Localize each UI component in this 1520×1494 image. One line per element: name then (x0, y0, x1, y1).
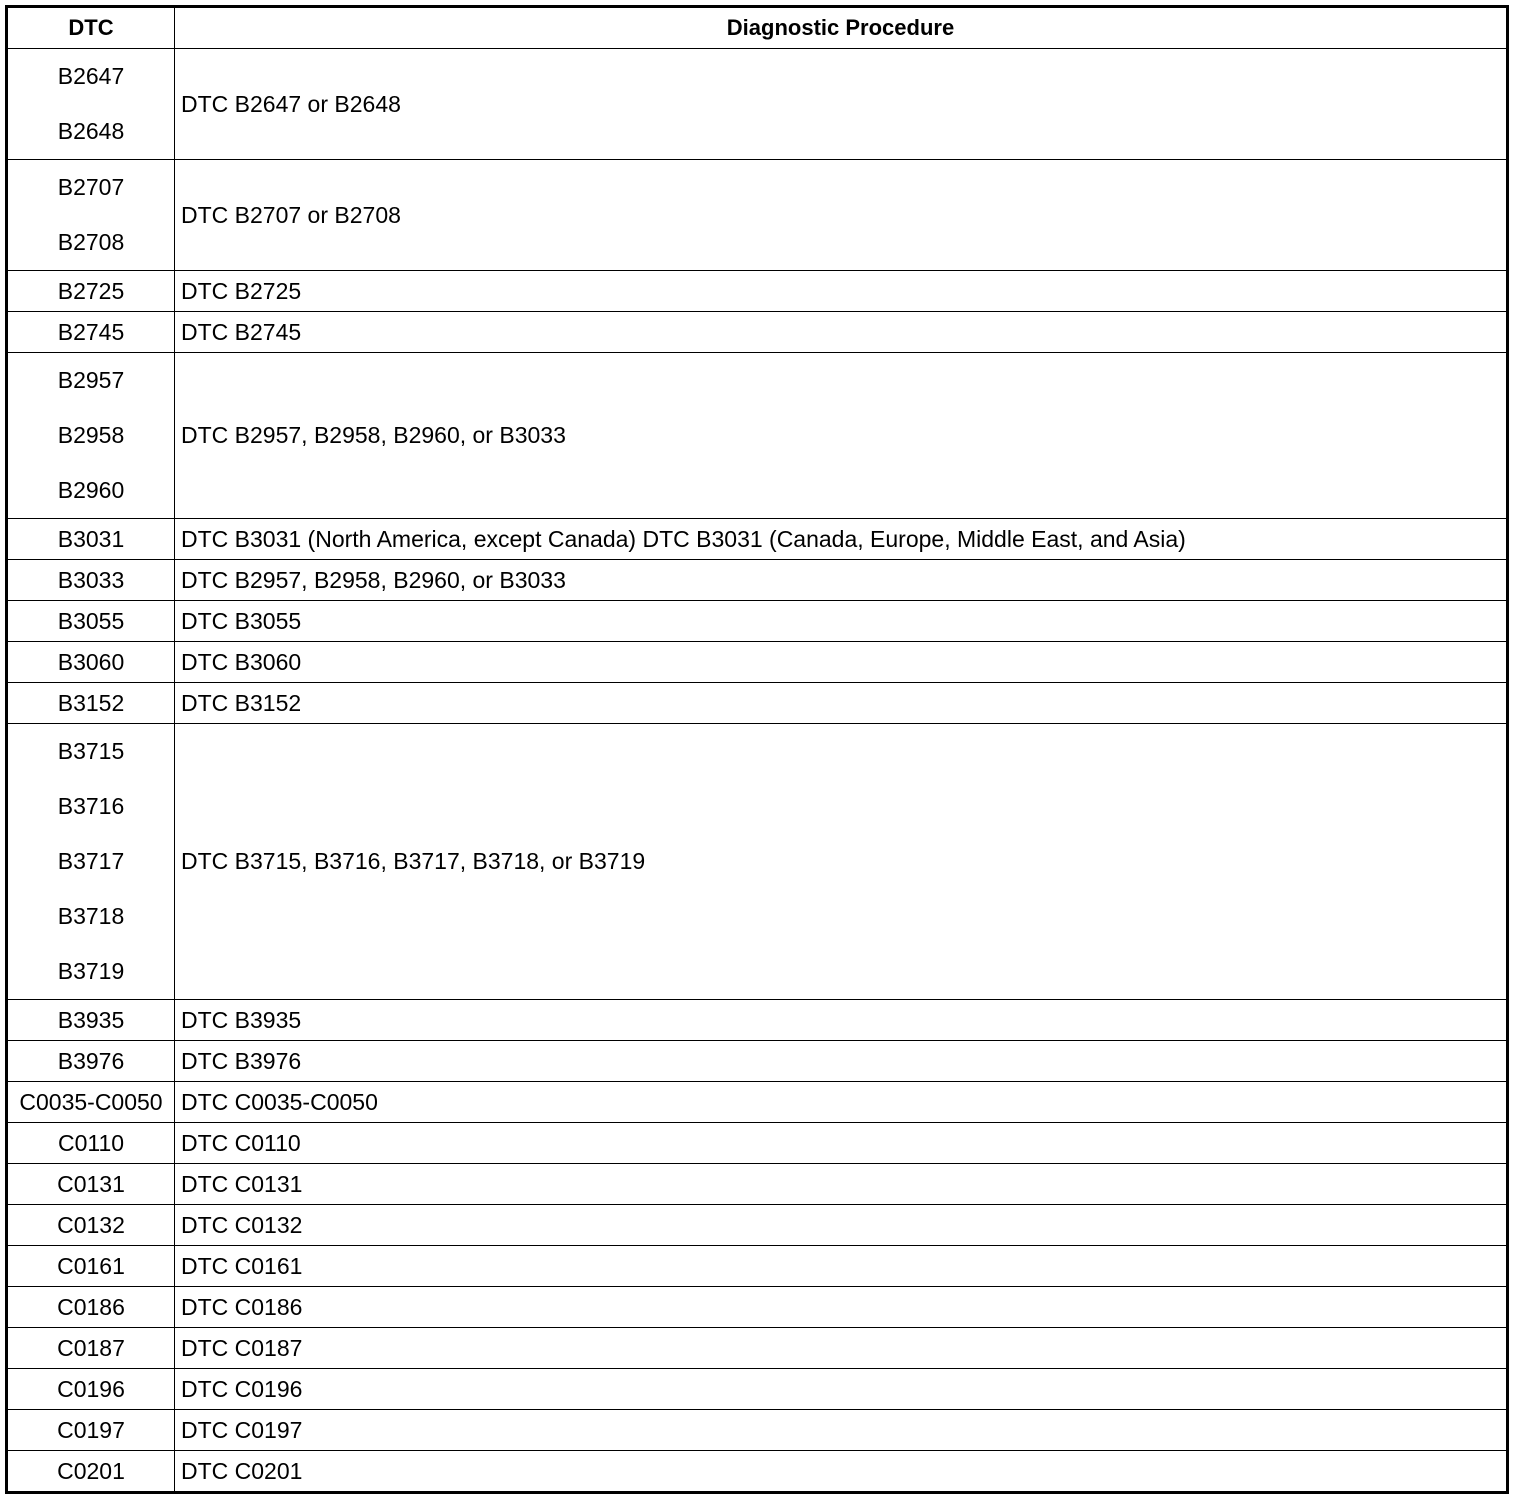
dtc-code-cell (7, 353, 175, 519)
table-row (7, 1164, 1508, 1205)
dtc-code: B2745 (57, 318, 125, 345)
table-row (7, 683, 1508, 724)
table-row (7, 160, 1508, 271)
table-header-row (7, 7, 1508, 49)
dtc-code: B2958 (57, 422, 125, 448)
dtc-code: B2708 (57, 229, 125, 255)
dtc-code: B2957 (57, 367, 125, 393)
diagnostic-procedure-cell: DTC B2745 (175, 312, 1508, 353)
dtc-code: C0201 (57, 1457, 125, 1484)
table-row (7, 724, 1508, 1000)
dtc-code: C0186 (57, 1293, 125, 1320)
diagnostic-procedure-cell: DTC B2725 (175, 271, 1508, 312)
dtc-code-cell (7, 1082, 175, 1123)
diagnostic-procedure-cell: DTC B3976 (175, 1041, 1508, 1082)
diagnostic-procedure-cell: DTC C0196 (175, 1369, 1508, 1410)
dtc-code-cell (7, 1000, 175, 1041)
diagnostic-procedure-cell: DTC B2957, B2958, B2960, or B3033 (175, 560, 1508, 601)
dtc-code-cell (7, 1328, 175, 1369)
dtc-code-cell (7, 1410, 175, 1451)
dtc-code: B3060 (57, 648, 125, 675)
header-diagnostic-procedure: Diagnostic Procedure (175, 7, 1508, 49)
dtc-code-cell (7, 1041, 175, 1082)
table-row (7, 1123, 1508, 1164)
table-row (7, 560, 1508, 601)
dtc-code-cell (7, 1369, 175, 1410)
dtc-code: B3715 (57, 738, 125, 764)
dtc-code-cell (7, 683, 175, 724)
table-row (7, 1041, 1508, 1082)
table-row (7, 642, 1508, 683)
dtc-code: B3976 (57, 1047, 125, 1074)
table-row (7, 1000, 1508, 1041)
dtc-code-cell (7, 1123, 175, 1164)
dtc-code-cell (7, 560, 175, 601)
dtc-code: C0035-C0050 (19, 1088, 163, 1115)
dtc-code: B3935 (57, 1006, 125, 1033)
table-row (7, 601, 1508, 642)
dtc-code: B3719 (57, 958, 125, 984)
dtc-code: C0187 (57, 1334, 125, 1361)
dtc-code: B3055 (57, 607, 125, 634)
dtc-code: B3718 (57, 903, 125, 929)
table-row (7, 49, 1508, 160)
dtc-code: B2960 (57, 477, 125, 503)
diagnostic-procedure-cell: DTC C0197 (175, 1410, 1508, 1451)
diagnostic-procedure-cell: DTC B3060 (175, 642, 1508, 683)
table-row (7, 1451, 1508, 1493)
dtc-code: B3717 (57, 848, 125, 874)
dtc-code-cell (7, 1287, 175, 1328)
dtc-code: B2707 (57, 174, 125, 200)
diagnostic-procedure-cell: DTC B2707 or B2708 (175, 160, 1508, 271)
diagnostic-procedure-cell: DTC B3935 (175, 1000, 1508, 1041)
table-row (7, 1246, 1508, 1287)
dtc-code-cell (7, 519, 175, 560)
diagnostic-procedure-cell: DTC B2647 or B2648 (175, 49, 1508, 160)
diagnostic-procedure-cell: DTC B3031 (North America, except Canada) DTC B3031 (Canada, Europe, Middle East, and Asia) (175, 519, 1508, 560)
dtc-code: B2647 (57, 63, 125, 89)
table-row (7, 1287, 1508, 1328)
diagnostic-procedure-cell: DTC B3055 (175, 601, 1508, 642)
diagnostic-procedure-cell: DTC B3152 (175, 683, 1508, 724)
diagnostic-procedure-cell: DTC C0161 (175, 1246, 1508, 1287)
dtc-code-cell (7, 1246, 175, 1287)
dtc-code: C0110 (57, 1129, 125, 1156)
diagnostic-procedure-cell: DTC C0201 (175, 1451, 1508, 1493)
dtc-code-cell (7, 271, 175, 312)
table-row (7, 312, 1508, 353)
table-row (7, 271, 1508, 312)
diagnostic-procedure-cell: DTC C0110 (175, 1123, 1508, 1164)
dtc-code-cell (7, 1164, 175, 1205)
table-row (7, 1410, 1508, 1451)
dtc-code-cell (7, 1205, 175, 1246)
dtc-code: C0131 (57, 1170, 125, 1197)
dtc-code: B2725 (57, 277, 125, 304)
dtc-code: B3716 (57, 793, 125, 819)
table-row (7, 1369, 1508, 1410)
table-row (7, 1082, 1508, 1123)
diagnostic-procedure-cell: DTC C0186 (175, 1287, 1508, 1328)
table-row (7, 1328, 1508, 1369)
dtc-procedure-table (5, 5, 1509, 1494)
dtc-code: B3152 (57, 689, 125, 716)
diagnostic-procedure-cell: DTC B2957, B2958, B2960, or B3033 (175, 353, 1508, 519)
dtc-code-cell (7, 601, 175, 642)
table-body (7, 49, 1508, 1493)
dtc-code: B3031 (57, 525, 125, 552)
diagnostic-procedure-cell: DTC C0035-C0050 (175, 1082, 1508, 1123)
dtc-code: C0161 (57, 1252, 125, 1279)
table-row (7, 353, 1508, 519)
dtc-code-cell (7, 1451, 175, 1493)
dtc-code-cell (7, 724, 175, 1000)
dtc-code: B2648 (57, 118, 125, 144)
dtc-code-cell (7, 49, 175, 160)
dtc-code-cell (7, 642, 175, 683)
dtc-code: C0197 (57, 1416, 125, 1443)
diagnostic-procedure-cell: DTC C0132 (175, 1205, 1508, 1246)
diagnostic-procedure-cell: DTC C0131 (175, 1164, 1508, 1205)
diagnostic-procedure-cell: DTC B3715, B3716, B3717, B3718, or B3719 (175, 724, 1508, 1000)
table-row (7, 1205, 1508, 1246)
table-row (7, 519, 1508, 560)
dtc-code-cell (7, 160, 175, 271)
dtc-code: B3033 (57, 566, 125, 593)
dtc-code: C0196 (57, 1375, 125, 1402)
header-dtc: DTC (7, 7, 175, 49)
diagnostic-procedure-cell: DTC C0187 (175, 1328, 1508, 1369)
dtc-code: C0132 (57, 1211, 125, 1238)
dtc-code-cell (7, 312, 175, 353)
